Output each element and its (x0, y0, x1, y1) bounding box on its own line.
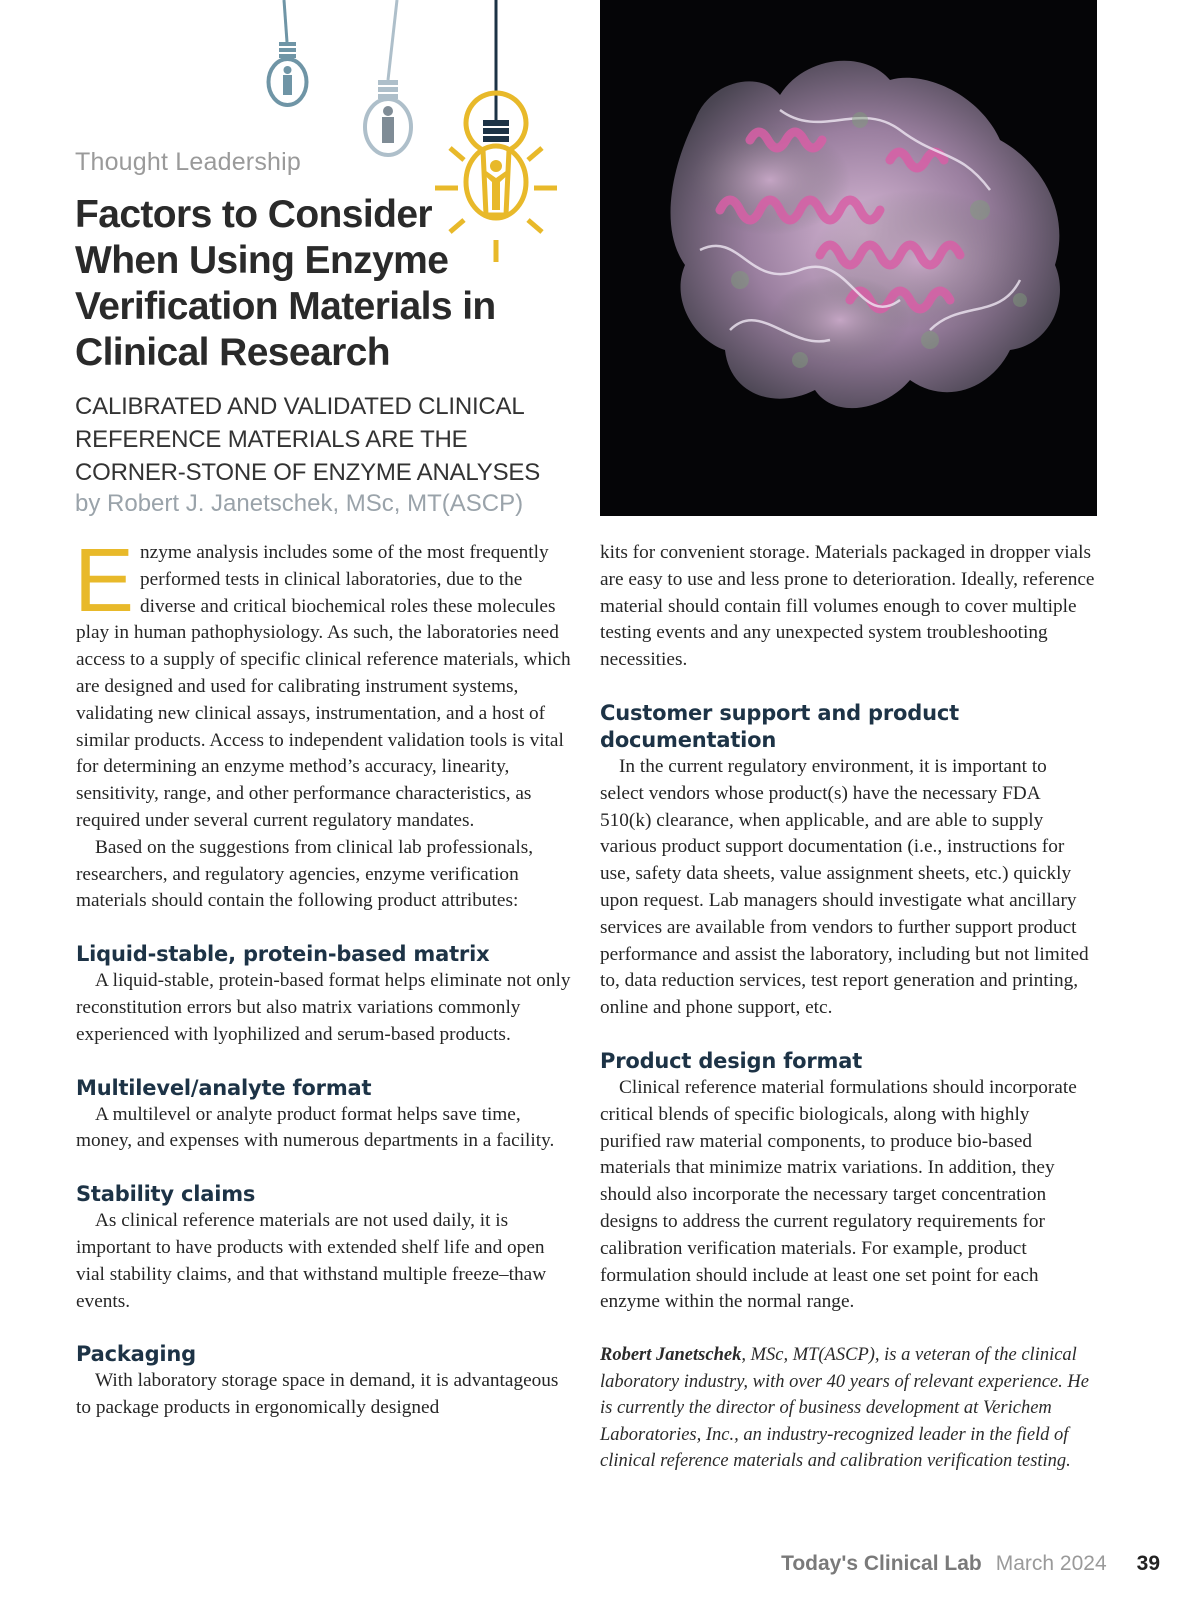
section-body: A liquid-stable, protein-based format helps eliminate not only reconstitution errors but also matrix variations commonly experienced with lyophilized and serum-based products. (76, 970, 571, 1045)
page-number: 39 (1136, 1552, 1160, 1575)
section-body: As clinical reference materials are not used daily, it is important to have products with extended shelf life and open vial stability claims, and that withstand multiple freeze–thaw events. (76, 1210, 547, 1312)
protein-structure-image (600, 0, 1097, 516)
section-body: Clinical reference material formulations should incorporate critical blends of specific biologicals, along with highly purified raw material components, to produce bio-based materials that minimize matrix variations. In addition, they should also incorporate the necessary target concentration designs to address the current regulatory requirements for calibration verification materials. For example, product formulation should include at least one set point for each enzyme within the normal range. (600, 1076, 1077, 1313)
author-bio-text: , MSc, MT(ASCP), is a veteran of the clinical laboratory industry, with over 40 years of relevant experience. He is currently the director of business development at Verichem Laboratories, Inc., an industry-recognized leader in the field of clinical reference materials and calibration verification testing. (600, 1345, 1089, 1472)
intro-paragraph (74, 531, 571, 835)
section-heading: Stability claims (76, 1182, 256, 1207)
section-heading: Packaging (76, 1342, 196, 1367)
section-body: A multilevel or analyte product format helps save time, money, and expenses with numerous departments in a facility. (76, 1103, 555, 1152)
intro-paragraph-text: nzyme analysis includes some of the most frequently performed tests in clinical laboratories, due to the diverse and critical biochemical roles these molecules play in human pathophysiology. As such, the laboratories need access to a supply of specific clinical reference materials, which are designed and used for calibrating instrument systems, validating new clinical assays, instrumentation, and a host of similar products. Access to independent validation tools is vital for determining an enzyme method’s accuracy, linearity, sensitivity, range, and other performance characteristics, as required under several current regulatory mandates. (76, 542, 571, 831)
article-column-left (74, 531, 571, 1422)
section-heading: Multilevel/analyte format (76, 1075, 372, 1100)
section-kicker: Thought Leadership (75, 148, 301, 176)
byline: by Robert J. Janetschek, MSc, MT(ASCP) (75, 490, 524, 517)
page-footer (781, 1552, 1160, 1576)
publication-name: Today's Clinical Lab (781, 1552, 982, 1575)
section-body: With laboratory storage space in demand, it is advantageous to package products in ergonomically designed (76, 1370, 559, 1419)
section-heading: Customer support and product documentation (600, 700, 959, 752)
author-bio-name: Robert Janetschek (600, 1345, 742, 1366)
light-bulb-icon (269, 0, 307, 105)
article-subtitle: CALIBRATED AND VALIDATED CLINICAL REFERENCE MATERIALS ARE THE CORNER-STONE OF ENZYME ANALYSES (75, 393, 540, 486)
section-heading: Liquid-stable, protein-based matrix (76, 942, 490, 967)
section-heading: Product design format (600, 1048, 863, 1073)
drop-cap: E (74, 531, 135, 631)
protein-illustration (600, 0, 1097, 516)
article-title: Factors to Consider When Using Enzyme Verification Materials in Clinical Research (75, 193, 496, 374)
section-body: In the current regulatory environment, it is important to select vendors whose product(s) have the necessary FDA 510(k) clearance, when applicable, and are able to supply various product support documentation (i.e., instructions for use, safety data sheets, value assignment sheets, etc.) quickly upon request. Lab managers should investigate what ancillary services are available from vendors to further support product performance and assist the laboratory, including but not limited to, data reduction services, test report generation and printing, online and phone support, etc. (600, 755, 1089, 1019)
author-bio (600, 1342, 1095, 1475)
issue-date: March 2024 (995, 1552, 1107, 1575)
intro-paragraph-2: Based on the suggestions from clinical lab professionals, researchers, and regulatory agencies, enzyme verification materials should contain the following product attributes: (76, 836, 534, 912)
section-body-continued: kits for convenient storage. Materials packaged in dropper vials are easy to use and less prone to deterioration. Ideally, reference material should contain fill volumes enough to cover multiple testing events and any unexpected system troubleshooting necessities. (600, 542, 1095, 671)
light-bulb-icon (365, 0, 411, 155)
article-column-right (600, 540, 1095, 1475)
